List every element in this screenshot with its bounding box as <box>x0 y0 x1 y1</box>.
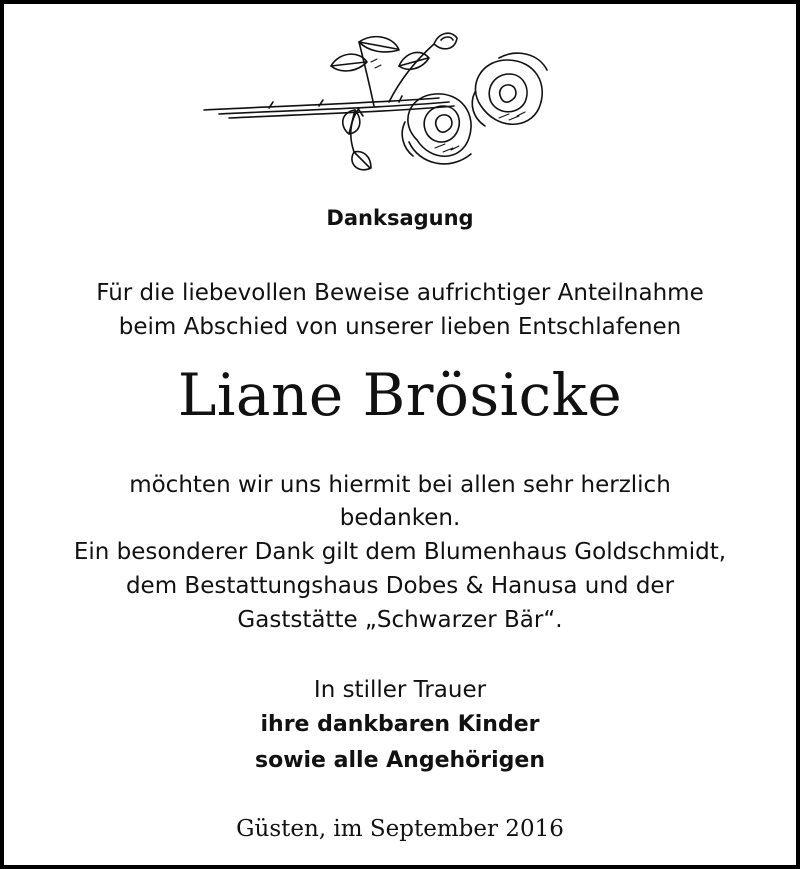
thanks-line: Ein besonderer Dank gilt dem Blumenhaus Goldschmidt, <box>73 539 727 565</box>
mourning-phrase: In stiller Trauer <box>313 677 487 703</box>
heading: Danksagung <box>326 206 474 230</box>
roses-icon <box>199 22 619 182</box>
intro-line: Für die liebevollen Beweise aufrichtiger Anteilnahme <box>96 280 704 306</box>
thanks-line: möchten wir uns hiermit bei allen sehr herzlich <box>129 472 671 498</box>
thanks-line: dem Bestattungshaus Dobes & Hanusa und der <box>125 573 675 599</box>
place-date: Güsten, im September 2016 <box>236 816 564 842</box>
thanks-line: bedanken. <box>339 505 461 531</box>
signatory-line: ihre dankbaren Kinder <box>260 712 540 737</box>
thanks-line: Gaststätte „Schwarzer Bär“. <box>237 607 563 633</box>
intro-line: beim Abschied von unserer lieben Entschlafenen <box>118 314 682 340</box>
deceased-name: Liane Brösicke <box>177 361 623 429</box>
signatory-line: sowie alle Angehörigen <box>254 748 546 773</box>
